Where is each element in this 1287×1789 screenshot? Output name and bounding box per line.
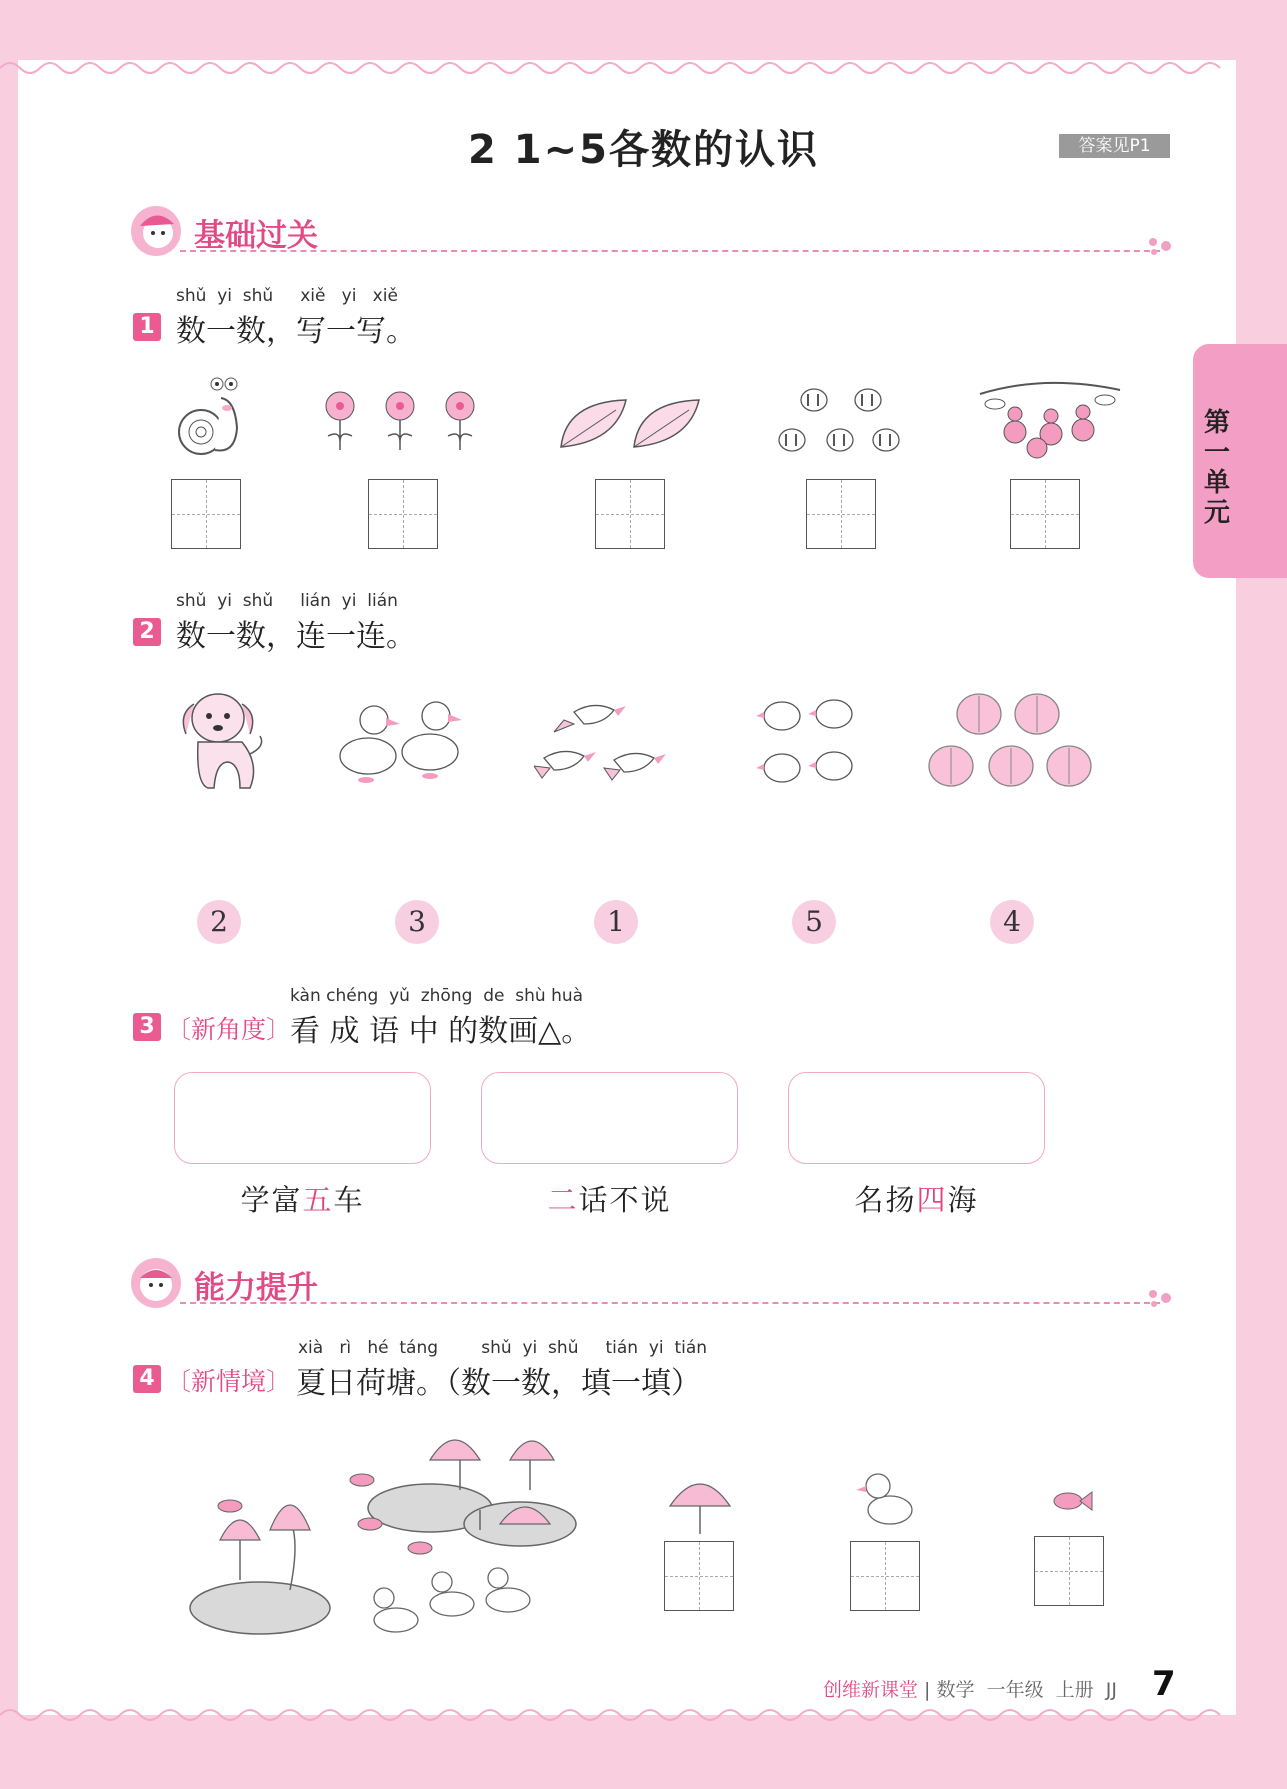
idiom-3-after: 海 — [947, 1183, 979, 1217]
q1-number-badge: 1 — [133, 313, 161, 341]
q3-answer-box-1[interactable] — [174, 1072, 431, 1164]
q3-number-badge: 3 — [133, 1013, 161, 1041]
q1-answer-box-2[interactable] — [368, 479, 438, 549]
idiom-1-before: 学富 — [240, 1183, 303, 1217]
section-divider — [180, 250, 1160, 252]
answer-reference-badge: 答案见P1 — [1059, 134, 1170, 158]
avatar-girl-icon — [128, 204, 184, 258]
chick-icons — [756, 686, 860, 794]
bee-icons — [772, 376, 908, 462]
duck-icons — [330, 690, 465, 790]
q1-answer-box-5[interactable] — [1010, 479, 1080, 549]
q3-tag: 〔新角度〕 — [166, 1015, 292, 1044]
lotus-icon — [662, 1466, 738, 1536]
snail-icon — [165, 370, 245, 464]
idiom-3-before: 名扬 — [854, 1183, 917, 1217]
footer-separator: | — [918, 1679, 937, 1701]
idiom-2 — [481, 1178, 738, 1219]
idiom-2-after: 话不说 — [578, 1183, 672, 1217]
flower-icons — [318, 386, 488, 458]
leaf-icons — [556, 392, 706, 452]
idiom-3-number: 四 — [916, 1183, 948, 1217]
q1-pinyin: shǔ yi shǔ xiě yi xiě — [176, 286, 398, 306]
q4-pinyin: xià rì hé táng shǔ yi shǔ tián yi tián — [298, 1338, 708, 1358]
dog-icon — [168, 684, 268, 792]
divider-dots-icon — [1148, 236, 1178, 256]
q4-answer-box-fish[interactable] — [1034, 1536, 1104, 1606]
page-number: 7 — [1152, 1664, 1176, 1704]
q4-answer-box-lotus[interactable] — [664, 1541, 734, 1611]
q2-number-circle-4[interactable]: 5 — [792, 900, 836, 944]
q4-tag: 〔新情境〕 — [166, 1367, 292, 1396]
section-title-advanced: 能力提升 — [194, 1270, 318, 1306]
q1-answer-box-4[interactable] — [806, 479, 876, 549]
q3-pinyin: kàn chéng yǔ zhōng de shù huà — [290, 986, 584, 1006]
q3-answer-box-2[interactable] — [481, 1072, 738, 1164]
unit-side-label: 第一单元 — [1203, 408, 1230, 528]
q4-number-badge: 4 — [133, 1365, 161, 1393]
lotus-pond-illustration — [180, 1420, 610, 1645]
idiom-2-number: 二 — [547, 1183, 579, 1217]
footer-book-info: 数学 一年级 上册 JJ — [936, 1679, 1117, 1701]
duckling-icon — [856, 1464, 916, 1528]
q2-number-badge: 2 — [133, 618, 161, 646]
q2-pinyin: shǔ yi shǔ lián yi lián — [176, 591, 398, 611]
q4-answer-box-duckling[interactable] — [850, 1541, 920, 1611]
section-title-basic: 基础过关 — [194, 218, 318, 254]
q3-answer-box-3[interactable] — [788, 1072, 1045, 1164]
q2-number-circle-1[interactable]: 2 — [197, 900, 241, 944]
footer-brand: 创维新课堂 — [823, 1679, 919, 1701]
divider-dots-icon-2 — [1148, 1288, 1178, 1308]
q1-answer-box-3[interactable] — [595, 479, 665, 549]
idiom-1-number: 五 — [302, 1183, 334, 1217]
bird-icons — [534, 690, 684, 796]
idiom-3 — [788, 1178, 1045, 1219]
bottom-wavy-border — [0, 1700, 1287, 1740]
q1-question-text: 数一数，写一写。 — [176, 314, 416, 349]
q2-number-circle-5[interactable]: 4 — [990, 900, 1034, 944]
top-wavy-border — [0, 0, 1287, 90]
page-title: 2 1~5各数的认识 — [468, 127, 819, 173]
gourd-icons — [975, 374, 1125, 460]
q1-answer-box-1[interactable] — [171, 479, 241, 549]
q2-number-circle-2[interactable]: 3 — [395, 900, 439, 944]
idiom-1-after: 车 — [333, 1183, 365, 1217]
q2-number-circle-3[interactable]: 1 — [594, 900, 638, 944]
pumpkin-icons — [925, 690, 1095, 794]
footer-info — [823, 1675, 1117, 1702]
idiom-1 — [174, 1178, 431, 1219]
avatar-boy-icon — [128, 1256, 184, 1310]
q3-question-text: 看 成 语 中 的数画△。 — [290, 1014, 592, 1049]
q4-question-text: 夏日荷塘。（数一数，填一填） — [296, 1366, 701, 1401]
section-divider-2 — [180, 1302, 1160, 1304]
fish-icon — [1050, 1488, 1094, 1514]
q2-question-text: 数一数，连一连。 — [176, 619, 416, 654]
